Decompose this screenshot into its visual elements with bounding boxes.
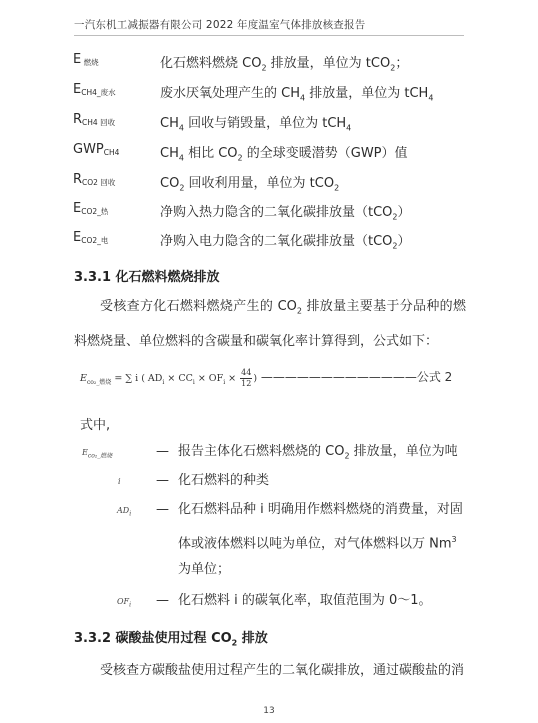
def-text: $CH_4$ 回收与销毁量，单位为 tCH$_4$ bbox=[160, 116, 352, 133]
var-symbol: i bbox=[118, 477, 121, 486]
def-symbol: E $_{燃烧}$ bbox=[73, 52, 99, 67]
fraction: $\frac{44}{12}$ bbox=[241, 368, 252, 388]
header-rule bbox=[74, 35, 464, 36]
var-definition: 体或液体燃料以吨为单位，对气体燃料以万 Nm$^3$ bbox=[178, 535, 457, 552]
def-symbol: $GWP_{CH4}$ bbox=[73, 142, 120, 157]
def-symbol: $E_{CO2\_电}$ bbox=[73, 230, 109, 245]
var-dash: — bbox=[156, 444, 169, 459]
var-definition: 化石燃料品种 i 明确用作燃料燃烧的消费量，对固 bbox=[178, 502, 463, 517]
var-dash: — bbox=[156, 502, 169, 517]
def-text: 净购入热力隐含的二氧化碳排放量（tCO$_2$） bbox=[160, 205, 411, 222]
var-symbol: $AD_i$ bbox=[117, 506, 132, 518]
formula-2: $E_{co_2\_燃烧}$ = ∑ i ( $AD_i \times CC_i \times OF_i$ × $\frac{44}{12}$ ) —————————————公式 2 bbox=[80, 368, 453, 388]
var-symbol: $OF_i$ bbox=[117, 597, 132, 609]
def-symbol: $R_{CO2 回收}$ bbox=[73, 172, 116, 187]
report-header-title: 一汽东机工减振器有限公司 2022 年度温室气体排放核查报告 bbox=[74, 19, 366, 31]
where-label: 式中, bbox=[80, 418, 111, 433]
section-heading: 3.3.2 碳酸盐使用过程 $CO_2$ 排放 bbox=[74, 631, 268, 648]
var-definition: 为单位； bbox=[178, 562, 231, 577]
var-definition: 化石燃料 i 的碳氧化率，取值范围为 0～1。 bbox=[178, 593, 432, 608]
page-number: 13 bbox=[263, 706, 275, 716]
body-paragraph: 受核查方化石燃料燃烧产生的 $CO_2$ 排放量主要基于分品种的燃料燃烧量、单位燃料的含碳量和碳氧化率计算得到，公式如下： bbox=[74, 299, 466, 349]
def-text: $CO_2$ 回收利用量，单位为 tCO$_2$ bbox=[160, 176, 340, 193]
var-definition: 化石燃料的种类 bbox=[178, 473, 270, 488]
var-definition: 报告主体化石燃料燃烧的 $CO_2$ 排放量，单位为吨 bbox=[178, 444, 458, 461]
def-symbol: $E_{CO2\_热}$ bbox=[73, 201, 109, 216]
var-dash: — bbox=[156, 473, 169, 488]
def-text: $CH_4$ 相比 $CO_2$ 的全球变暖潜势（GWP）值 bbox=[160, 146, 408, 163]
section-heading: 3.3.1 化石燃料燃烧排放 bbox=[74, 270, 220, 285]
body-paragraph: 受核查方碳酸盐使用过程产生的二氧化碳排放，通过碳酸盐的消 bbox=[100, 663, 465, 678]
def-text: 化石燃料燃烧 $CO_2$ 排放量，单位为 tCO$_2$； bbox=[160, 56, 409, 73]
var-dash: — bbox=[156, 593, 169, 608]
def-symbol: $R_{CH4 回收}$ bbox=[73, 112, 116, 127]
def-symbol: $E_{CH4\_废水}$ bbox=[73, 82, 116, 97]
def-text: 净购入电力隐含的二氧化碳排放量（tCO$_2$） bbox=[160, 234, 411, 251]
var-symbol: $E_{co_2\_燃烧}$ bbox=[82, 448, 113, 460]
def-text: 废水厌氧处理产生的 $CH_4$ 排放量，单位为 tCH$_4$ bbox=[160, 86, 434, 103]
